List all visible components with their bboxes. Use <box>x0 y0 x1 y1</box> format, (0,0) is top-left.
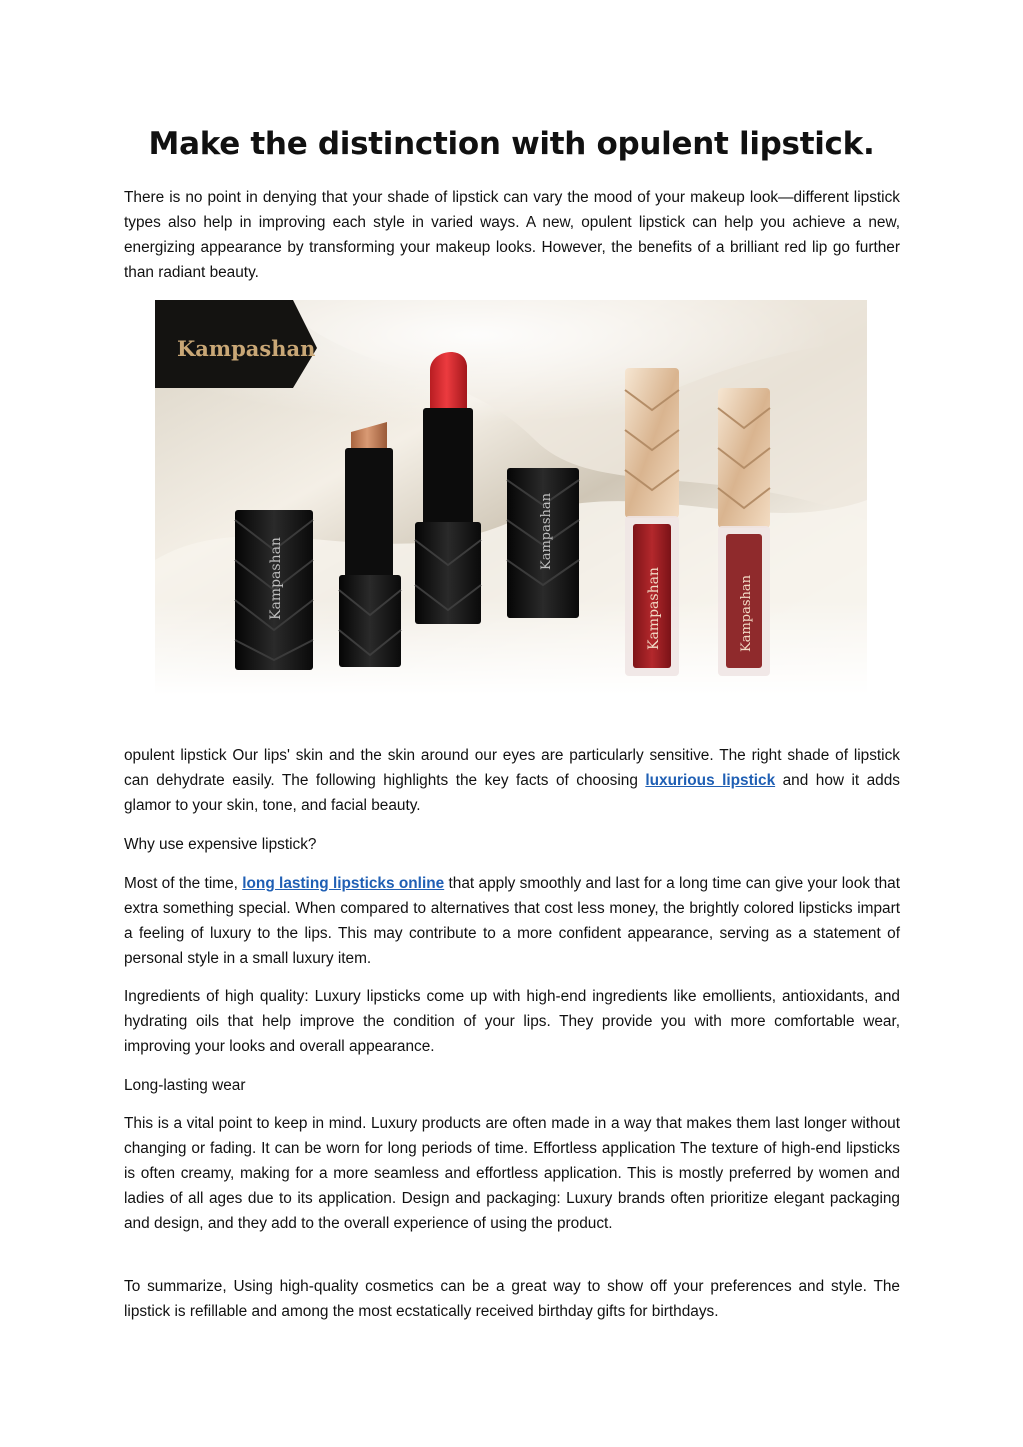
nude-lipstick <box>339 422 401 667</box>
subheading-long-lasting: Long-lasting wear <box>124 1077 246 1094</box>
paragraph-4: This is a vital point to keep in mind. Luxury products are often made in a way that makes them last longer without changing or fading. It can be worn for long periods of time. Effortless application The texture of high-end lipsticks is often creamy, making for a more seamless and effortless application. This is mostly preferred by women and ladies of all ages due to its application. Design and packaging: Luxury brands often prioritize elegant packaging and design, and they add to the overall experience of using the product. <box>124 1115 900 1232</box>
svg-text:Kampashan: Kampashan <box>177 336 316 361</box>
svg-text:Kampashan: Kampashan <box>739 574 754 652</box>
svg-text:Kampashan: Kampashan <box>646 567 662 650</box>
lipstick-product-illustration <box>155 300 867 695</box>
svg-text:Kampashan: Kampashan <box>539 492 554 570</box>
lip-gloss-left <box>625 368 679 676</box>
paragraph-2-text-b: that apply smoothly and last for a long time can give your look that extra something special. When compared to alternatives that cost less money, the brightly colored lipsticks impart a feeling of luxury to the lips. This may contribute to a more confident appearance, serving as a statement of personal style in a small luxury item. <box>124 875 900 967</box>
subheading-why: Why use expensive lipstick? <box>124 836 317 853</box>
paragraph-3: Ingredients of high quality: Luxury lipsticks come up with high-end ingredients like emollients, antioxidants, and hydrating oils that help improve the condition of your lips. They provide you with more comfortable wear, improving your looks and overall appearance. <box>124 988 900 1055</box>
luxurious-lipstick-link[interactable]: luxurious lipstick <box>645 772 776 789</box>
intro-paragraph: There is no point in denying that your shade of lipstick can vary the mood of your makeup look—different lipstick types also help in improving each style in varied ways. A new, opulent lipstick can help you achieve a new, energizing appearance by transforming your makeup looks. However, the benefits of a brilliant red lip go further than radiant beauty. <box>124 189 900 281</box>
paragraph-5: To summarize, Using high-quality cosmetics can be a great way to show off your preferences and style. The lipstick is refillable and among the most ecstatically received birthday gifts for birthdays. <box>124 1278 900 1320</box>
paragraph-1-text-a: opulent lipstick Our lips' skin and the skin around our eyes are particularly sensitive. The right shade of lipstick can dehydrate easily. The following highlights the key facts of choosing <box>124 747 900 789</box>
paragraph-2-text-a: Most of the time, <box>124 875 243 892</box>
paragraph-2 <box>124 871 900 971</box>
lip-gloss-right <box>718 388 770 676</box>
long-lasting-lipsticks-link[interactable]: long lasting lipsticks online <box>242 875 445 892</box>
black-lipstick-cap-right <box>507 468 579 618</box>
paragraph-1 <box>124 743 900 818</box>
brand-logo <box>155 300 317 388</box>
paragraph-1-text-b: and how it adds glamor to your skin, tone, and facial beauty. <box>124 772 900 814</box>
product-photo <box>155 300 867 695</box>
black-lipstick-cap-left <box>235 510 313 670</box>
svg-text:Kampashan: Kampashan <box>268 537 284 620</box>
page-title: Make the distinction with opulent lipstick. <box>148 126 875 162</box>
